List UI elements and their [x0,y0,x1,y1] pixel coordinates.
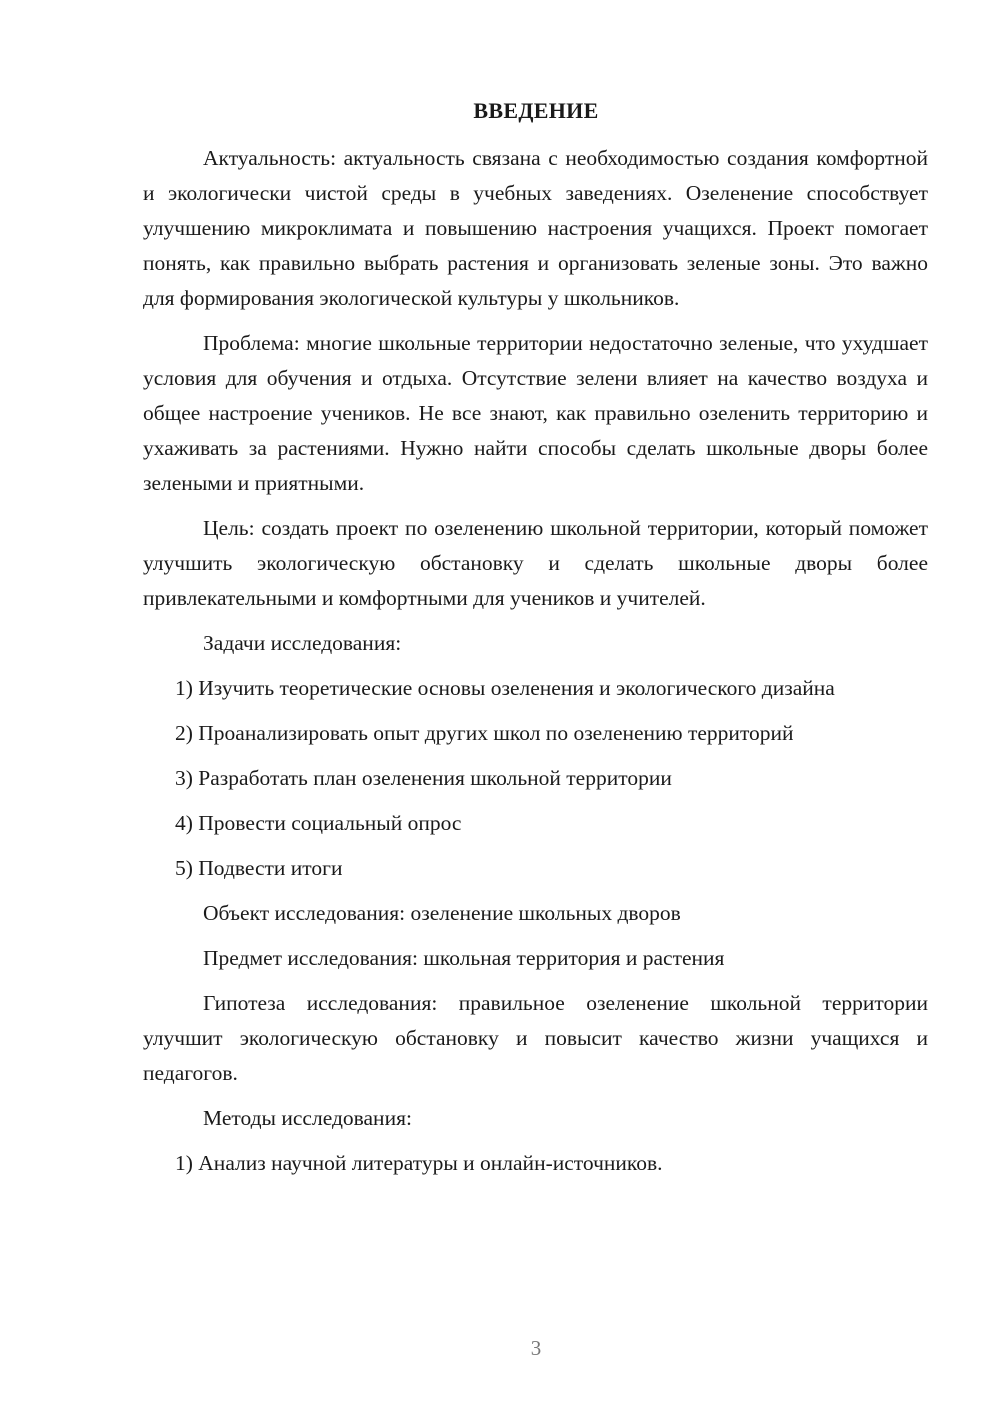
page-number: 3 [530,1336,542,1360]
task-item-5: 5) Подвести итоги [175,856,343,880]
problem-paragraph: Проблема: многие школьные территории недостаточно зеленые, что ухудшает условия для обучения и отдыха. Отсутствие зелени влияет на качество воздуха и общее настроение учеников. Не все знают, как правильно озеленить территорию и ухаживать за растениями. Нужно найти способы сделать школьные дворы более зелеными и приятными. [143,331,928,495]
relevance-paragraph: Актуальность: актуальность связана с необходимостью создания комфортной и экологически чистой среды в учебных заведениях. Озеленение способствует улучшению микроклимата и повышению настроения учащихся. Проект помогает понять, как правильно выбрать растения и организовать зеленые зоны. Это важно для формирования экологической культуры у школьников. [143,146,928,310]
goal-paragraph: Цель: создать проект по озеленению школьной территории, который поможет улучшить экологическую обстановку и сделать школьные дворы более привлекательными и комфортными для учеников и учителей. [143,516,928,610]
task-item-2: 2) Проанализировать опыт других школ по озеленению территорий [175,721,794,745]
page-title: ВВЕДЕНИЕ [473,98,599,123]
hypothesis-paragraph: Гипотеза исследования: правильное озеленение школьной территории улучшит экологическую обстановку и повысит качество жизни учащихся и педагогов. [143,991,928,1085]
method-item-1: 1) Анализ научной литературы и онлайн-источников. [175,1151,663,1175]
object-paragraph: Объект исследования: озеленение школьных дворов [203,901,681,925]
subject-paragraph: Предмет исследования: школьная территория и растения [203,946,725,970]
document-body [143,141,928,1181]
task-item-4: 4) Провести социальный опрос [175,811,462,835]
task-item-3: 3) Разработать план озеленения школьной территории [175,766,672,790]
task-item-1: 1) Изучить теоретические основы озеленения и экологического дизайна [175,676,835,700]
methods-heading: Методы исследования: [203,1106,412,1130]
tasks-heading: Задачи исследования: [203,631,402,655]
